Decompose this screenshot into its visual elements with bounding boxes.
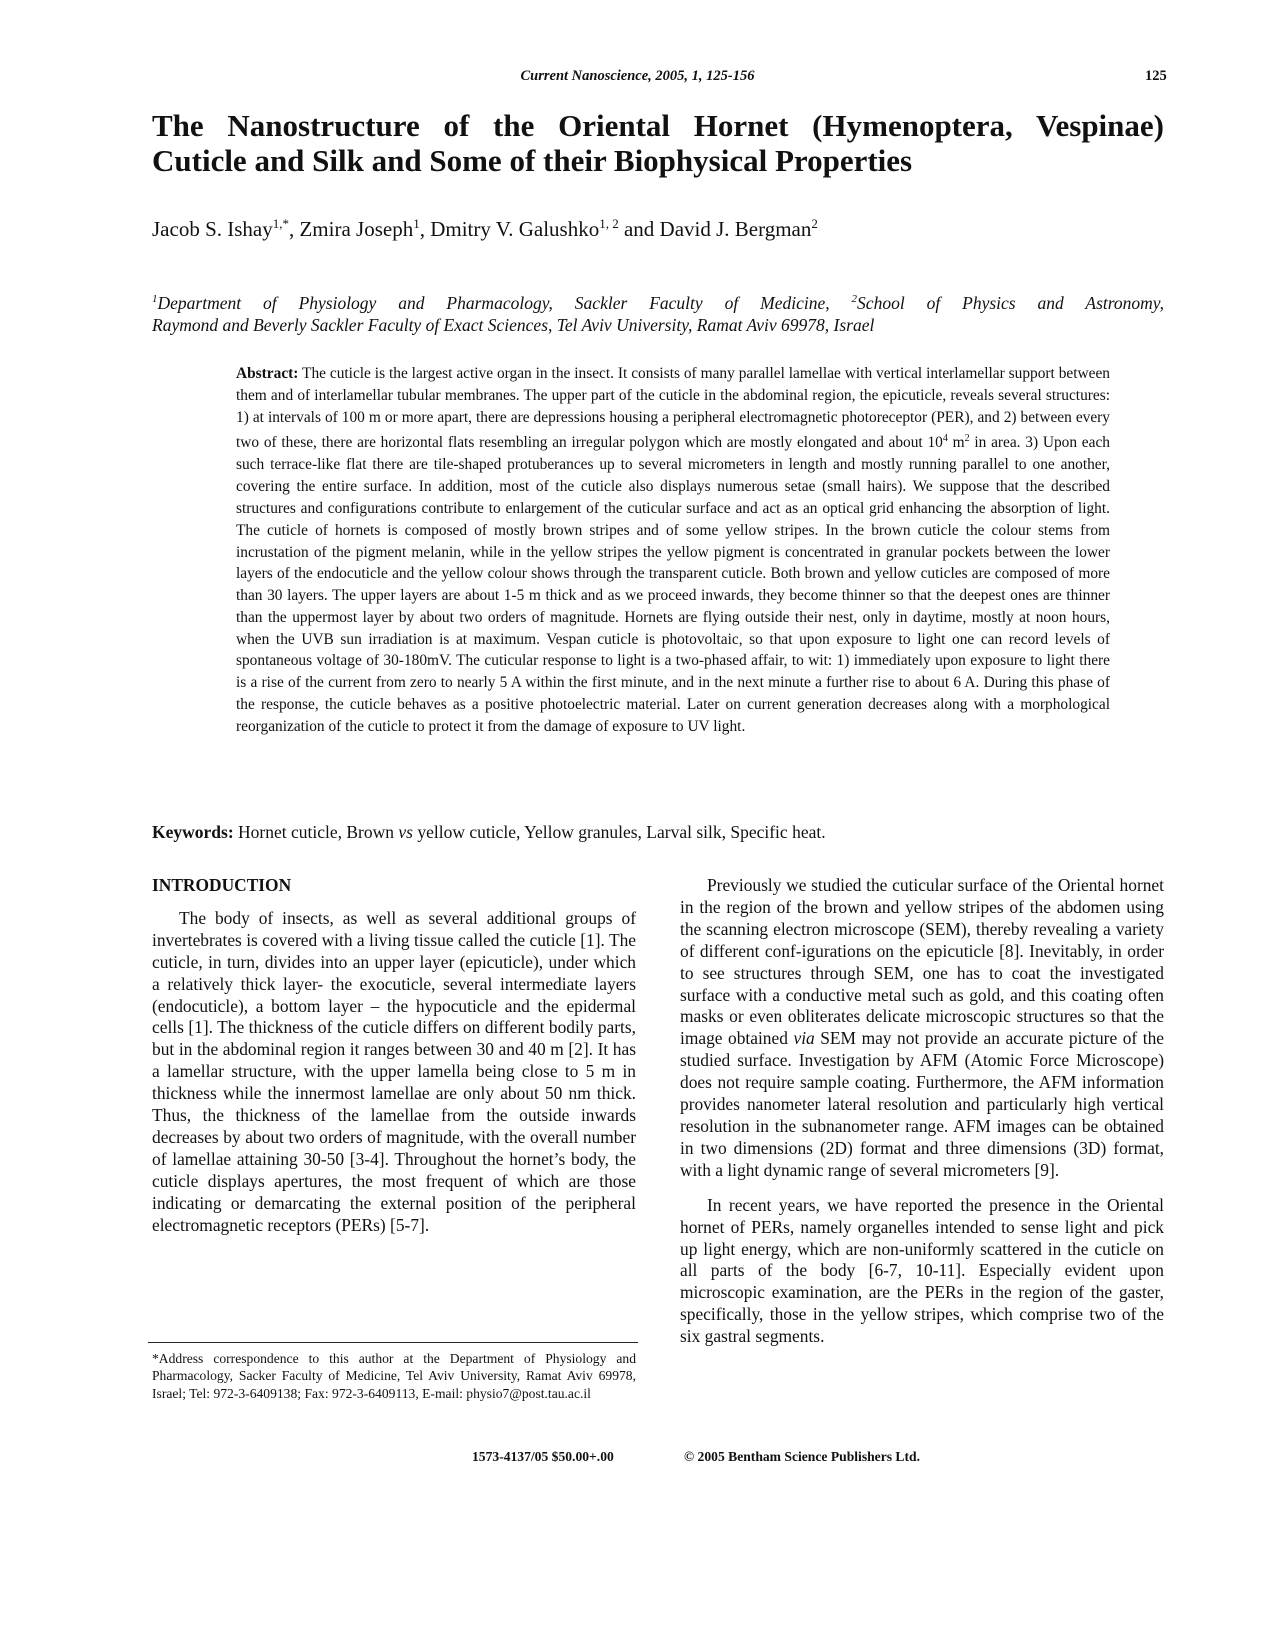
body-paragraph xyxy=(680,875,1164,1182)
page-number: 125 xyxy=(1145,68,1167,84)
body-paragraph: In recent years, we have reported the presence in the Oriental hornet of PERs, namely organelles intended to sense light and pick up light energy, which are non-uniformly scattered in the cuticle on all parts of the body [6-7, 10-11]. Especially evident upon microscopic examination, are the PERs in the region of the gaster, specifically, those in the yellow stripes, which comprise two of the six gastral segments. xyxy=(680,1194,1164,1347)
author-affiliation-mark: 1 xyxy=(413,216,420,231)
keywords-text: Hornet cuticle, Brown xyxy=(233,822,399,842)
author-separator: and xyxy=(618,217,660,241)
title-line-1: The Nanostructure of the Oriental Hornet (Hymenoptera, Vespinae) xyxy=(152,108,1164,143)
abstract-text: m xyxy=(947,434,965,452)
correspondence-footnote: *Address correspondence to this author at the Department of Physiology and Pharmacology, Sacker Faculty of Medicine, Tel Aviv University, Ramat Aviv 69978, Israel; Tel: 972-3-6409138; Fax: 972-3-6409113, E-mail: physio7@post.tau.ac.il xyxy=(152,1351,636,1401)
affiliation-dept-1: Department of Physiology and Pharmacology, Sackler Faculty of Medicine, xyxy=(157,292,852,313)
paragraph-italic: via xyxy=(793,1028,815,1049)
affiliation-line-2: Raymond and Beverly Sackler Faculty of Exact Sciences, Tel Aviv University, Ramat Aviv 69978, Israel xyxy=(152,314,875,335)
affiliations xyxy=(152,288,1164,336)
corresponding-author-mark: * xyxy=(282,216,289,231)
issn-price: 1573-4137/05 $50.00+.00 xyxy=(472,1449,614,1464)
abstract-superscript: 4 xyxy=(942,433,948,445)
author-name: Zmira Joseph xyxy=(299,217,414,241)
section-heading: INTRODUCTION xyxy=(152,875,292,895)
left-column xyxy=(152,875,636,1237)
affiliation-line-1 xyxy=(152,288,1164,314)
title-line-2: Cuticle and Silk and Some of their Biophysical Properties xyxy=(152,143,913,178)
author-affiliation-mark: 2 xyxy=(811,216,818,231)
body-paragraph: The body of insects, as well as several additional groups of invertebrates is covered with a living tissue called the cuticle [1]. The cuticle, in turn, divides into an upper layer (epicuticle), under which a relatively thick layer- the exocuticle, several intermediate layers (endocuticle), a bottom layer – the hypocuticle and the epidermal cells [1]. The thickness of the cuticle differs on different bodily parts, but in the abdominal region it ranges between 30 and 40 m [2]. It has a lamellar structure, with the upper lamella being close to 5 m in thickness while the innermost lamellae are only about 50 nm thick. Thus, the thickness of the lamellae from the outside inwards decreases by about two orders of magnitude, with the overall number of lamellae attaining 30-50 [3-4]. Throughout the hornet’s body, the cuticle displays apertures, the most frequent of which are those indicating or demarcating the external position of the peripheral electromagnetic receptors (PERs) [5-7]. xyxy=(152,907,636,1235)
journal-header: Current Nanoscience, 2005, 1, 125-156 xyxy=(520,68,755,84)
affiliation-dept-2: School of Physics and Astronomy, xyxy=(857,292,1164,313)
abstract-text: The cuticle is the largest active organ in the insect. It consists of many parallel lamellae with vertical interlamellar support between them and of interlamellar tubular membranes. The upper part of the cuticle in the abdominal region, the epicuticle, reveals several structures: 1) at intervals of 100 m or more apart, there are depressions housing a peripheral electromagnetic photoreceptor (PER), and 2) between every two of these, there are horizontal flats resembling an irregular polygon which are mostly elongated and about 10 xyxy=(236,365,1110,452)
affiliation-number: 1, xyxy=(272,216,283,231)
footnote-rule xyxy=(148,1342,638,1343)
copyright: © 2005 Bentham Science Publishers Ltd. xyxy=(684,1449,920,1464)
author-name: Jacob S. Ishay xyxy=(152,217,273,241)
abstract xyxy=(236,363,1110,738)
author-affiliation-mark xyxy=(273,216,289,231)
author-separator: , xyxy=(288,217,300,241)
article-title xyxy=(152,108,1164,178)
author-name: David J. Bergman xyxy=(659,217,812,241)
right-column xyxy=(680,875,1164,1348)
affiliation-mark: 1 xyxy=(152,293,158,305)
paragraph-text: Previously we studied the cuticular surface of the Oriental hornet in the region of the brown and yellow stripes of the abdomen using the scanning electron microscope (SEM), thereby revealing a variety of different conf-igurations on the epicuticle [8]. Inevitably, in order to see structures through SEM, one has to coat the investigated surface with a conductive metal such as gold, and this coating often masks or even obliterates delicate microscopic structures so that the image obtained xyxy=(680,875,1164,1049)
keywords-italic: vs xyxy=(398,822,413,842)
author-list xyxy=(152,216,818,242)
abstract-text: in area. 3) Upon each such terrace-like flat there are tile-shaped protuberances up to several micrometers in length and mostly running parallel to one another, covering the entire surface. In addition, most of the cuticle also displays numerous setae (small hairs). We suppose that the described structures and configurations contribute to enlargement of the cuticular surface and act as an optical grid enhancing the absorption of light. The cuticle of hornets is composed of mostly brown stripes and of some yellow stripes. In the brown cuticle the colour stems from incrustation of the pigment melanin, while in the yellow stripes the yellow pigment is concentrated in granular pockets between the lower layers of the endocuticle and the yellow colour shows through the transparent cuticle. Both brown and yellow cuticles are composed of more than 30 layers. The upper layers are about 1-5 m thick and as we proceed inwards, they become thinner so that the deepest ones are thinner than the uppermost layer by about two orders of magnitude. Hornets are flying outside their nest, only in daytime, mostly at noon hours, when the UVB sun irradiation is at maximum. Vespan cuticle is photovoltaic, so that upon exposure to light one can record levels of spontaneous voltage of 30-180mV. The cuticular response to light is a two-phased affair, to wit: 1) immediately upon exposure to light there is a rise of the current from zero to nearly 5 A within the first minute, and in the next minute a further rise to about 6 A. During this phase of the response, the cuticle behaves as a positive photoelectric material. Later on current generation decreases along with a morphological reorganization of the cuticle to protect it from the damage of exposure to UV light. xyxy=(236,434,1110,735)
affiliation-mark: 2 xyxy=(851,293,858,305)
keywords xyxy=(152,822,826,843)
keywords-text: yellow cuticle, Yellow granules, Larval silk, Specific heat. xyxy=(412,822,826,842)
keywords-label: Keywords: xyxy=(152,822,234,842)
author-affiliation-mark: 1, 2 xyxy=(599,216,619,231)
author-separator: , xyxy=(419,217,431,241)
author-name: Dmitry V. Galushko xyxy=(430,217,600,241)
paragraph-text: SEM may not provide an accurate picture of the studied surface. Investigation by AFM (Atomic Force Microscope) does not require sample coating. Furthermore, the AFM information provides nanometer lateral resolution and particularly high vertical resolution in the subnanometer range. AFM images can be obtained in two dimensions (2D) format and three dimensions (3D) format, with a light dynamic range of several micrometers [9]. xyxy=(680,1028,1164,1180)
abstract-superscript: 2 xyxy=(964,433,970,445)
abstract-label: Abstract: xyxy=(236,365,299,382)
